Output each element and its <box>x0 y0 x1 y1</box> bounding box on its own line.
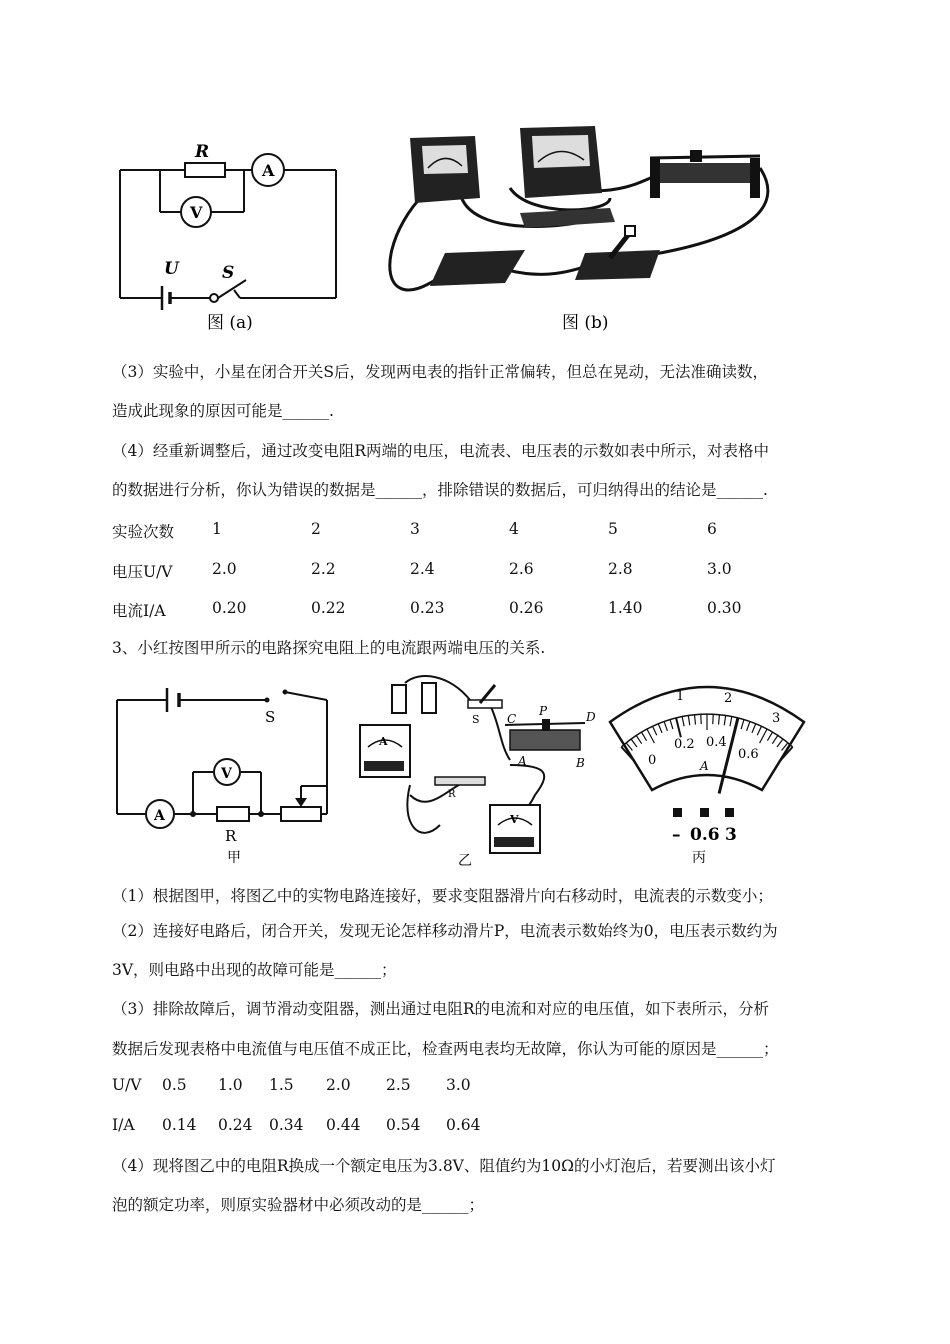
battery-cells <box>392 683 436 713</box>
table-cell: 电流I/A <box>112 602 166 620</box>
table-cell: 1.0 <box>218 1076 243 1094</box>
caption-bing: 丙 <box>692 850 706 866</box>
p3q4-line1: （4）现将图乙中的电阻R换成一个额定电压为3.8V、阻值约为10Ω的小灯泡后，若要测出该小灯 <box>112 1157 776 1175</box>
p3q3-line2: 数据后发现表格中电流值与电压值不成正比，检查两电表均无故障，你认为可能的原因是______； <box>112 1040 779 1058</box>
battery-box <box>520 208 615 228</box>
table-cell: I/A <box>112 1116 135 1134</box>
p3q4-line2: 泡的额定功率，则原实验器材中必须改动的是______； <box>112 1196 485 1214</box>
scale-top-3: 3 <box>772 711 781 726</box>
table-cell: 2.2 <box>311 560 336 578</box>
resistor-r-symbol <box>185 163 225 177</box>
table-cell: 6 <box>707 520 717 538</box>
q4-line1: （4）经重新调整后，通过改变电阻R两端的电压，电流表、电压表的示数如表中所示，对表格中 <box>112 442 770 460</box>
table-cell: 5 <box>608 520 618 538</box>
label-a: A <box>154 808 165 824</box>
knife-switch-device <box>575 226 660 280</box>
table-cell: 2.5 <box>386 1076 411 1094</box>
table-cell: 0.22 <box>311 599 346 617</box>
table-cell: 2.0 <box>326 1076 351 1094</box>
ammeter-device <box>360 725 410 777</box>
table-cell: 4 <box>509 520 519 538</box>
label-s: S <box>472 713 480 726</box>
label-s: S <box>222 263 235 283</box>
table-cell: 0.64 <box>446 1116 481 1134</box>
label-v: V <box>190 203 203 222</box>
table-cell: 0.44 <box>326 1116 361 1134</box>
terminals <box>673 808 734 817</box>
table-cell: 0.20 <box>212 599 247 617</box>
terminal-3: 3 <box>725 825 737 845</box>
table-cell: 0.26 <box>509 599 544 617</box>
scale-top-1: 1 <box>676 689 685 704</box>
scale-bottom-0: 0 <box>648 753 657 768</box>
q3-line2: 造成此现象的原因可能是______. <box>112 402 334 420</box>
label-c: C <box>507 712 517 726</box>
figure-a-circuit <box>110 140 350 340</box>
label-a-terminal: A <box>518 754 527 768</box>
knife-switch-device <box>468 685 502 708</box>
label-s: S <box>265 708 276 726</box>
table-cell: 0.5 <box>162 1076 187 1094</box>
label-r: R <box>225 827 237 845</box>
q3-line1: （3）实验中，小星在闭合开关S后，发现两电表的指针正常偏转，但总在晃动，无法准确读数， <box>112 363 768 381</box>
table-cell: 0.24 <box>218 1116 253 1134</box>
terminal-minus: – <box>672 825 681 845</box>
table-cell: 0.54 <box>386 1116 421 1134</box>
p3q2-line2: 3V，则电路中出现的故障可能是______； <box>112 961 397 979</box>
rheostat-symbol <box>281 807 321 821</box>
table-cell: 3.0 <box>446 1076 471 1094</box>
resistor-board <box>430 250 525 286</box>
table-cell: 0.14 <box>162 1116 197 1134</box>
ammeter-device <box>410 136 480 203</box>
caption-yi: 乙 <box>458 853 472 869</box>
scale-bottom-02: 0.2 <box>674 737 695 752</box>
scale-bottom-06: 0.6 <box>738 747 759 762</box>
voltmeter-device <box>520 126 602 198</box>
label-a: A <box>262 161 275 180</box>
problem3-intro: 3、小红按图甲所示的电路探究电阻上的电流跟两端电压的关系. <box>112 639 546 657</box>
figure-b-apparatus <box>370 118 790 338</box>
table-cell: 2.8 <box>608 560 633 578</box>
dial-unit-letter: A <box>700 759 709 773</box>
label-r: R <box>448 789 456 800</box>
figure-jia-circuit <box>105 676 345 872</box>
table-cell: 0.30 <box>707 599 742 617</box>
scale-bottom-04: 0.4 <box>706 735 727 750</box>
label-p: P <box>539 704 548 718</box>
figure-bing-dial <box>602 672 812 872</box>
caption-jia: 甲 <box>227 850 241 866</box>
table-cell: 1 <box>212 520 222 538</box>
table-cell: 0.34 <box>269 1116 304 1134</box>
table-cell: 0.23 <box>410 599 445 617</box>
table-cell: 3.0 <box>707 560 732 578</box>
label-ammeter: A <box>379 735 388 748</box>
caption-fig-b: 图 (b) <box>562 313 609 333</box>
table-cell: 电压U/V <box>112 563 173 581</box>
table-cell: 3 <box>410 520 420 538</box>
p3q3-line1: （3）排除故障后，调节滑动变阻器，测出通过电阻R的电流和对应的电压值，如下表所示，分析 <box>112 1000 770 1018</box>
label-d: D <box>586 710 596 724</box>
resistor-device <box>435 777 485 785</box>
rheostat-device <box>650 150 760 198</box>
resistor-r-symbol <box>217 807 249 821</box>
label-u: U <box>164 259 179 279</box>
p3q1-line1: （1）根据图甲，将图乙中的实物电路连接好，要求变阻器滑片向右移动时，电流表的示数变小； <box>112 887 773 905</box>
table-cell: 2.4 <box>410 560 435 578</box>
label-b-terminal: B <box>576 756 585 770</box>
table-cell: 2.0 <box>212 560 237 578</box>
table-cell: 1.5 <box>269 1076 294 1094</box>
figure-yi-apparatus <box>350 665 600 875</box>
p3q2-line1: （2）连接好电路后，闭合开关，发现无论怎样移动滑片P，电流表示数始终为0，电压表示数约为 <box>112 922 778 940</box>
label-voltmeter: V <box>510 813 519 826</box>
rheostat-device <box>505 719 585 750</box>
table-cell: U/V <box>112 1076 142 1094</box>
table-cell: 实验次数 <box>112 523 175 541</box>
terminal-06: 0.6 <box>690 825 720 845</box>
table-cell: 2 <box>311 520 321 538</box>
label-r: R <box>195 142 210 162</box>
table-cell: 2.6 <box>509 560 534 578</box>
label-v: V <box>221 766 232 782</box>
q4-line2: 的数据进行分析，你认为错误的数据是______，排除错误的数据后，可归纳得出的结论是______. <box>112 481 768 499</box>
caption-fig-a: 图 (a) <box>207 313 253 333</box>
table-cell: 1.40 <box>608 599 643 617</box>
scale-top-2: 2 <box>724 691 733 706</box>
